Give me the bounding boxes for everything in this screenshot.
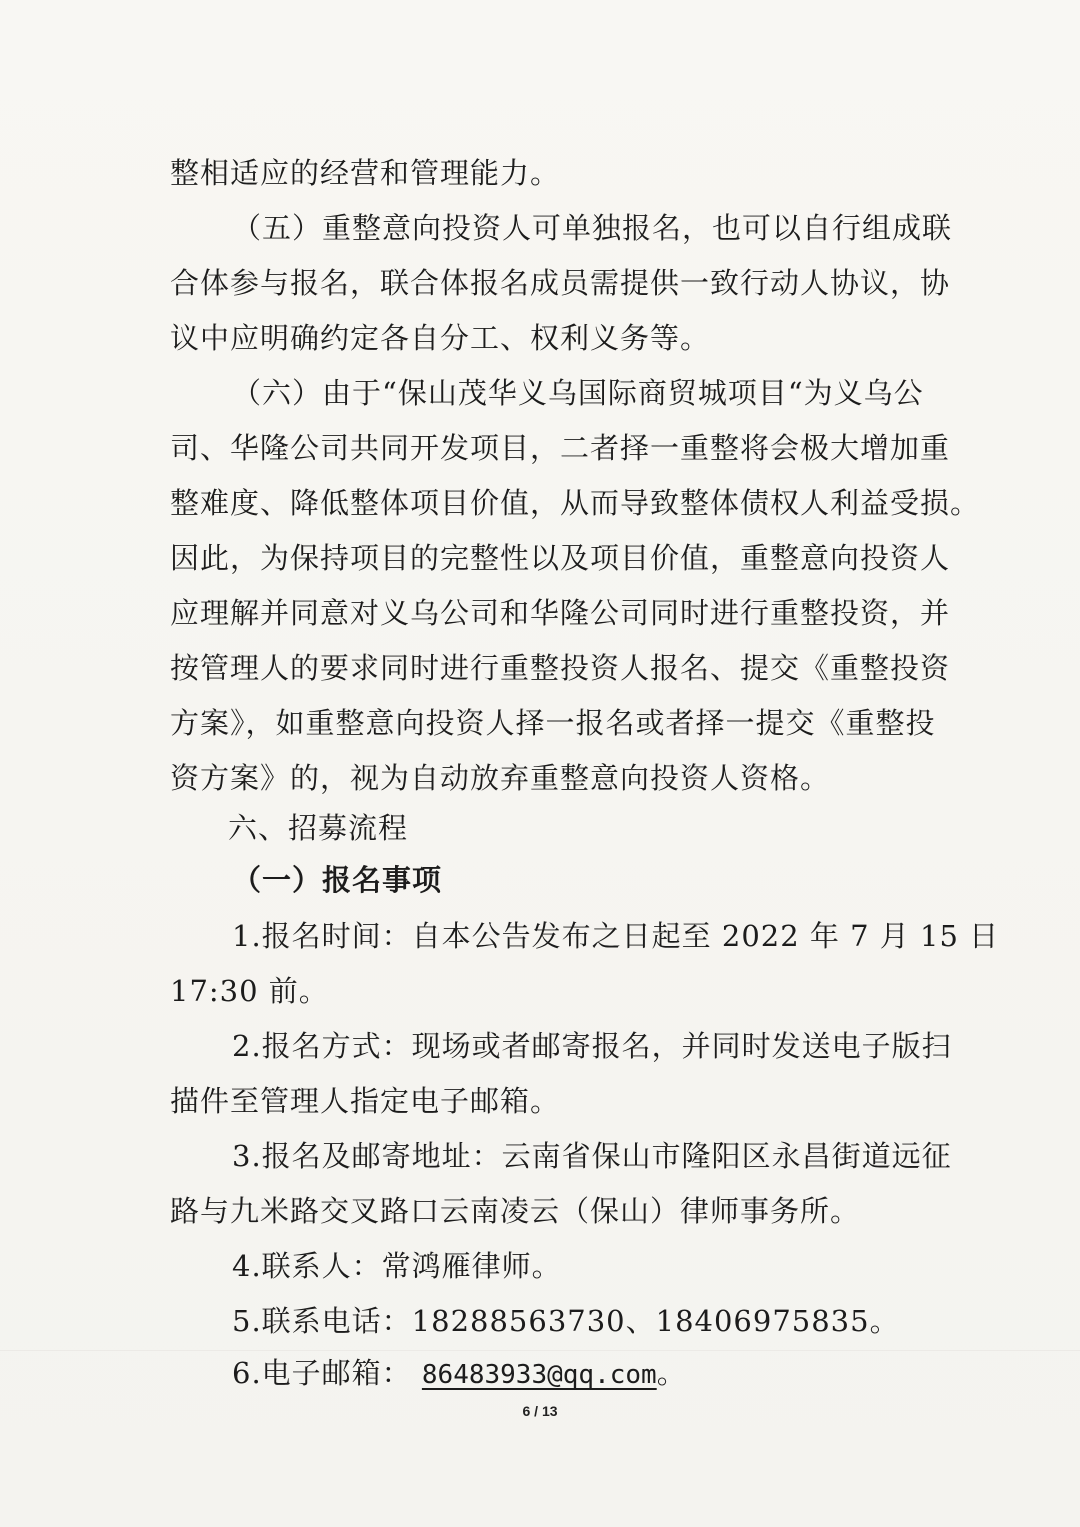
text-line: 应理解并同意对义乌公司和华隆公司同时进行重整投资，并 bbox=[170, 596, 951, 630]
text-line: 议中应明确约定各自分工、权利义务等。 bbox=[170, 321, 711, 355]
text-line: 描件至管理人指定电子邮箱。 bbox=[170, 1084, 561, 1118]
email-link[interactable]: 86483933@qq.com bbox=[421, 1360, 657, 1390]
text-line: 整相适应的经营和管理能力。 bbox=[170, 156, 561, 190]
text-line: 资方案》的，视为自动放弃重整意向投资人资格。 bbox=[170, 761, 831, 795]
contact-person: 4.联系人：常鸿雁律师。 bbox=[232, 1249, 562, 1283]
text-line: 路与九米路交叉路口云南凌云（保山）律师事务所。 bbox=[170, 1194, 861, 1228]
paragraph-6-start: （六）由于“保山茂华义乌国际商贸城项目“为义乌公 bbox=[232, 376, 924, 410]
text-line: 合体参与报名，联合体报名成员需提供一致行动人协议，协 bbox=[170, 266, 951, 300]
page-number: 6 / 13 bbox=[522, 1403, 558, 1419]
text-line: 17:30 前。 bbox=[170, 974, 329, 1008]
email-label: 6.电子邮箱： bbox=[232, 1356, 412, 1390]
text-line: 按管理人的要求同时进行重整投资人报名、提交《重整投资 bbox=[170, 651, 951, 685]
paragraph-5-start: （五）重整意向投资人可单独报名，也可以自行组成联 bbox=[232, 211, 953, 245]
email-suffix: 。 bbox=[656, 1356, 687, 1390]
registration-address: 3.报名及邮寄地址：云南省保山市隆阳区永昌街道远征 bbox=[232, 1139, 952, 1173]
text-line: 因此，为保持项目的完整性以及项目价值，重整意向投资人 bbox=[170, 541, 951, 575]
scan-artifact-line bbox=[0, 1350, 1080, 1351]
text-line: 整难度、降低整体项目价值，从而导致整体债权人利益受损。 bbox=[170, 486, 981, 520]
text-line: 方案》，如重整意向投资人择一报名或者择一提交《重整投 bbox=[170, 706, 936, 740]
contact-phone: 5.联系电话：18288563730、18406975835。 bbox=[232, 1304, 900, 1338]
registration-time: 1.报名时间：自本公告发布之日起至 2022 年 7 月 15 日 bbox=[232, 919, 1000, 953]
registration-method: 2.报名方式：现场或者邮寄报名，并同时发送电子版扫 bbox=[232, 1029, 952, 1063]
text-line: 司、华隆公司共同开发项目，二者择一重整将会极大增加重 bbox=[170, 431, 951, 465]
email-line bbox=[232, 1355, 992, 1391]
section-heading: 六、招募流程 bbox=[228, 811, 409, 845]
subsection-heading: （一）报名事项 bbox=[232, 863, 443, 897]
